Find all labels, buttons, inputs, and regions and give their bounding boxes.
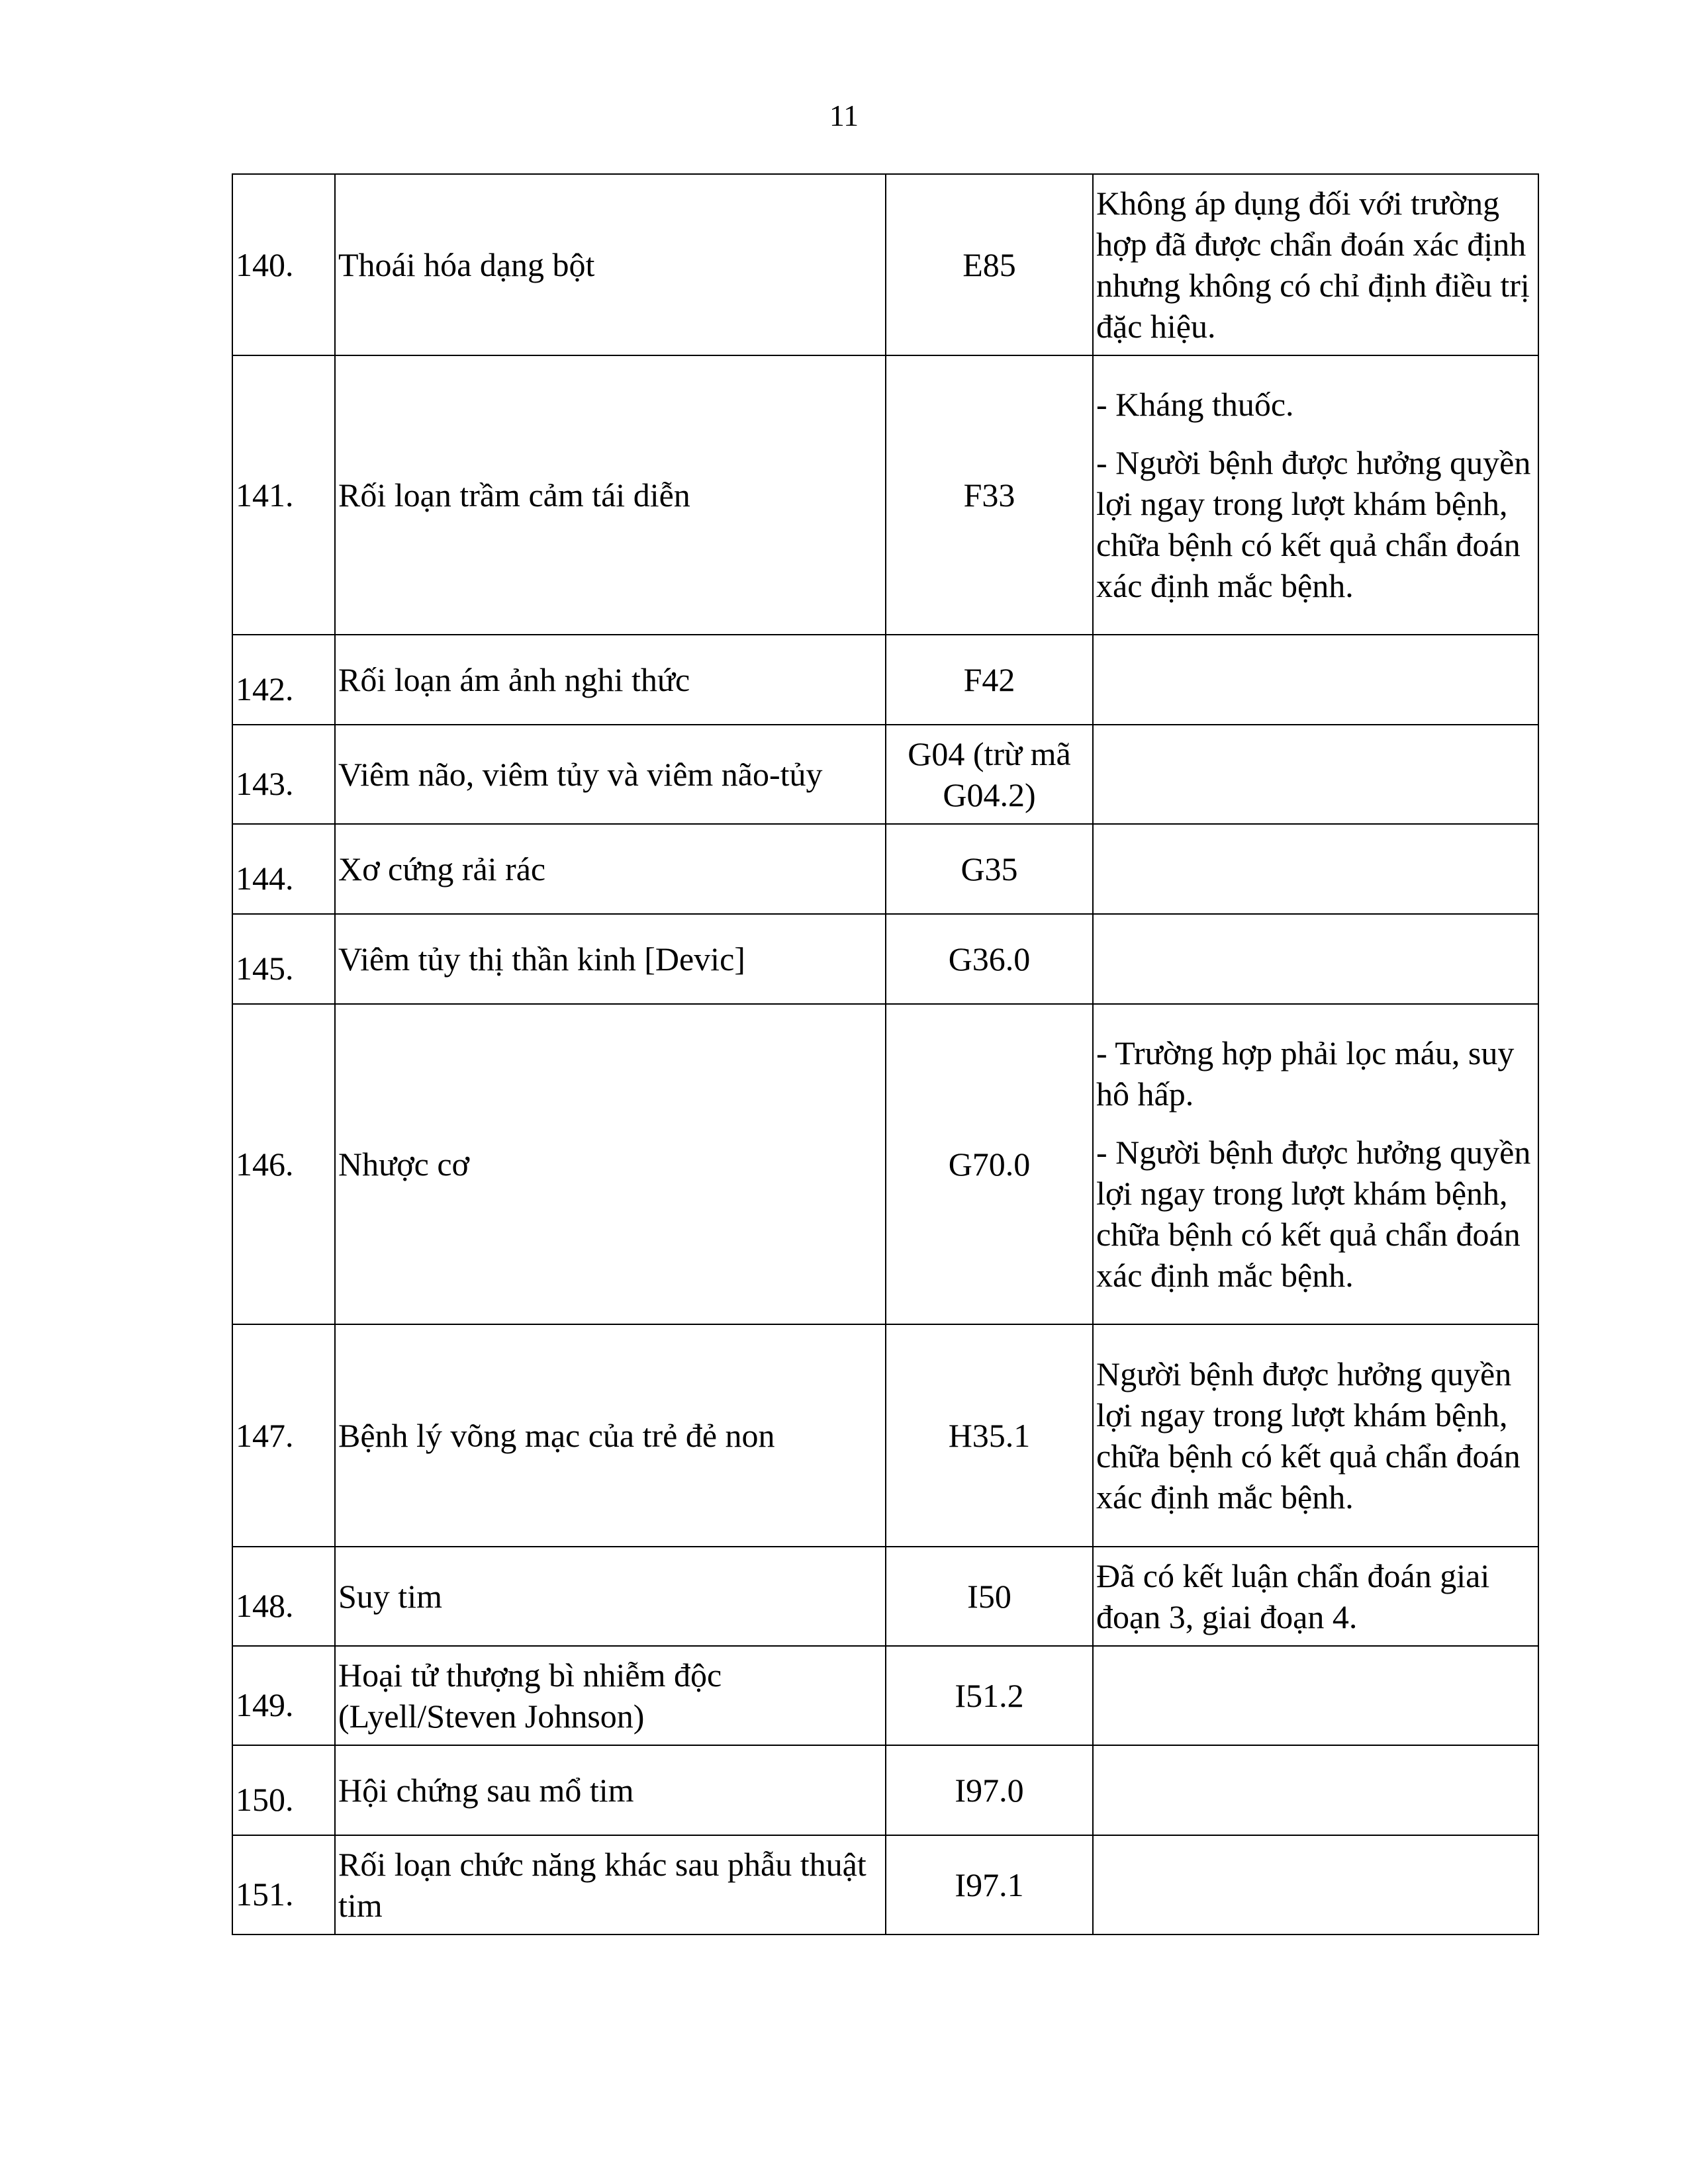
disease-name-cell: Hoại tử thượng bì nhiễm độc (Lyell/Steven Johnson) [335,1646,886,1745]
disease-name-cell: Xơ cứng rải rác [335,824,886,914]
note-paragraph: - Người bệnh được hưởng quyền lợi ngay trong lượt khám bệnh, chữa bệnh có kết quả chẩn đoán xác định mắc bệnh. [1096,444,1531,604]
icd-code-cell: G70.0 [886,1004,1093,1324]
note-cell [1093,1835,1538,1934]
disease-name-cell: Hội chứng sau mổ tim [335,1745,886,1835]
note-paragraph: Người bệnh được hưởng quyền lợi ngay trong lượt khám bệnh, chữa bệnh có kết quả chẩn đoán xác định mắc bệnh. [1096,1355,1521,1516]
row-number-cell: 150. [232,1745,335,1835]
row-number-cell: 143. [232,725,335,824]
table-row [232,355,1538,635]
icd-code-cell: I97.0 [886,1745,1093,1835]
disease-name-cell: Rối loạn trầm cảm tái diễn [335,355,886,635]
disease-name-cell: Rối loạn ám ảnh nghi thức [335,635,886,725]
note-cell [1093,174,1538,355]
note-cell [1093,914,1538,1004]
disease-name-cell: Viêm não, viêm tủy và viêm não-tủy [335,725,886,824]
note-paragraph: Không áp dụng đối với trường hợp đã được chẩn đoán xác định nhưng không có chỉ định điều trị đặc hiệu. [1096,185,1530,345]
note-cell [1093,1004,1538,1324]
note-paragraph: - Trường hợp phải lọc máu, suy hô hấp. [1096,1034,1515,1113]
table-row [232,725,1538,824]
table-row [232,635,1538,725]
note-cell [1093,355,1538,635]
page-number: 11 [829,99,859,132]
row-number-cell: 151. [232,1835,335,1934]
disease-name-cell: Thoái hóa dạng bột [335,174,886,355]
row-number-cell: 142. [232,635,335,725]
table-row [232,1646,1538,1745]
table-row [232,1324,1538,1547]
note-cell [1093,1646,1538,1745]
icd-code-cell: E85 [886,174,1093,355]
row-number-cell: 147. [232,1324,335,1547]
disease-name-cell: Rối loạn chức năng khác sau phẫu thuật tim [335,1835,886,1934]
note-paragraph: - Kháng thuốc. [1096,386,1294,423]
note-cell [1093,1745,1538,1835]
table-row [232,174,1538,355]
note-paragraph: - Người bệnh được hưởng quyền lợi ngay trong lượt khám bệnh, chữa bệnh có kết quả chẩn đoán xác định mắc bệnh. [1096,1134,1531,1294]
table-row [232,1547,1538,1646]
row-number-cell: 149. [232,1646,335,1745]
row-number-cell: 144. [232,824,335,914]
icd-code-cell: G04 (trừ mã G04.2) [886,725,1093,824]
disease-name-cell: Bệnh lý võng mạc của trẻ đẻ non [335,1324,886,1547]
note-cell [1093,635,1538,725]
icd-code-cell: H35.1 [886,1324,1093,1547]
table-row [232,1004,1538,1324]
table-row [232,914,1538,1004]
row-number-cell: 145. [232,914,335,1004]
disease-table-body [232,174,1538,1934]
note-cell [1093,1324,1538,1547]
icd-code-cell: G35 [886,824,1093,914]
note-cell [1093,725,1538,824]
row-number-cell: 140. [232,174,335,355]
icd-code-cell: I97.1 [886,1835,1093,1934]
disease-name-cell: Viêm tủy thị thần kinh [Devic] [335,914,886,1004]
icd-code-cell: F33 [886,355,1093,635]
disease-table [232,173,1539,1935]
row-number-cell: 146. [232,1004,335,1324]
table-row [232,1745,1538,1835]
disease-name-cell: Suy tim [335,1547,886,1646]
note-cell [1093,1547,1538,1646]
row-number-cell: 141. [232,355,335,635]
icd-code-cell: I50 [886,1547,1093,1646]
table-row [232,1835,1538,1934]
icd-code-cell: F42 [886,635,1093,725]
note-cell [1093,824,1538,914]
disease-name-cell: Nhược cơ [335,1004,886,1324]
note-paragraph: Đã có kết luận chẩn đoán giai đoạn 3, giai đoạn 4. [1096,1557,1490,1635]
icd-code-cell: I51.2 [886,1646,1093,1745]
row-number-cell: 148. [232,1547,335,1646]
table-row [232,824,1538,914]
icd-code-cell: G36.0 [886,914,1093,1004]
